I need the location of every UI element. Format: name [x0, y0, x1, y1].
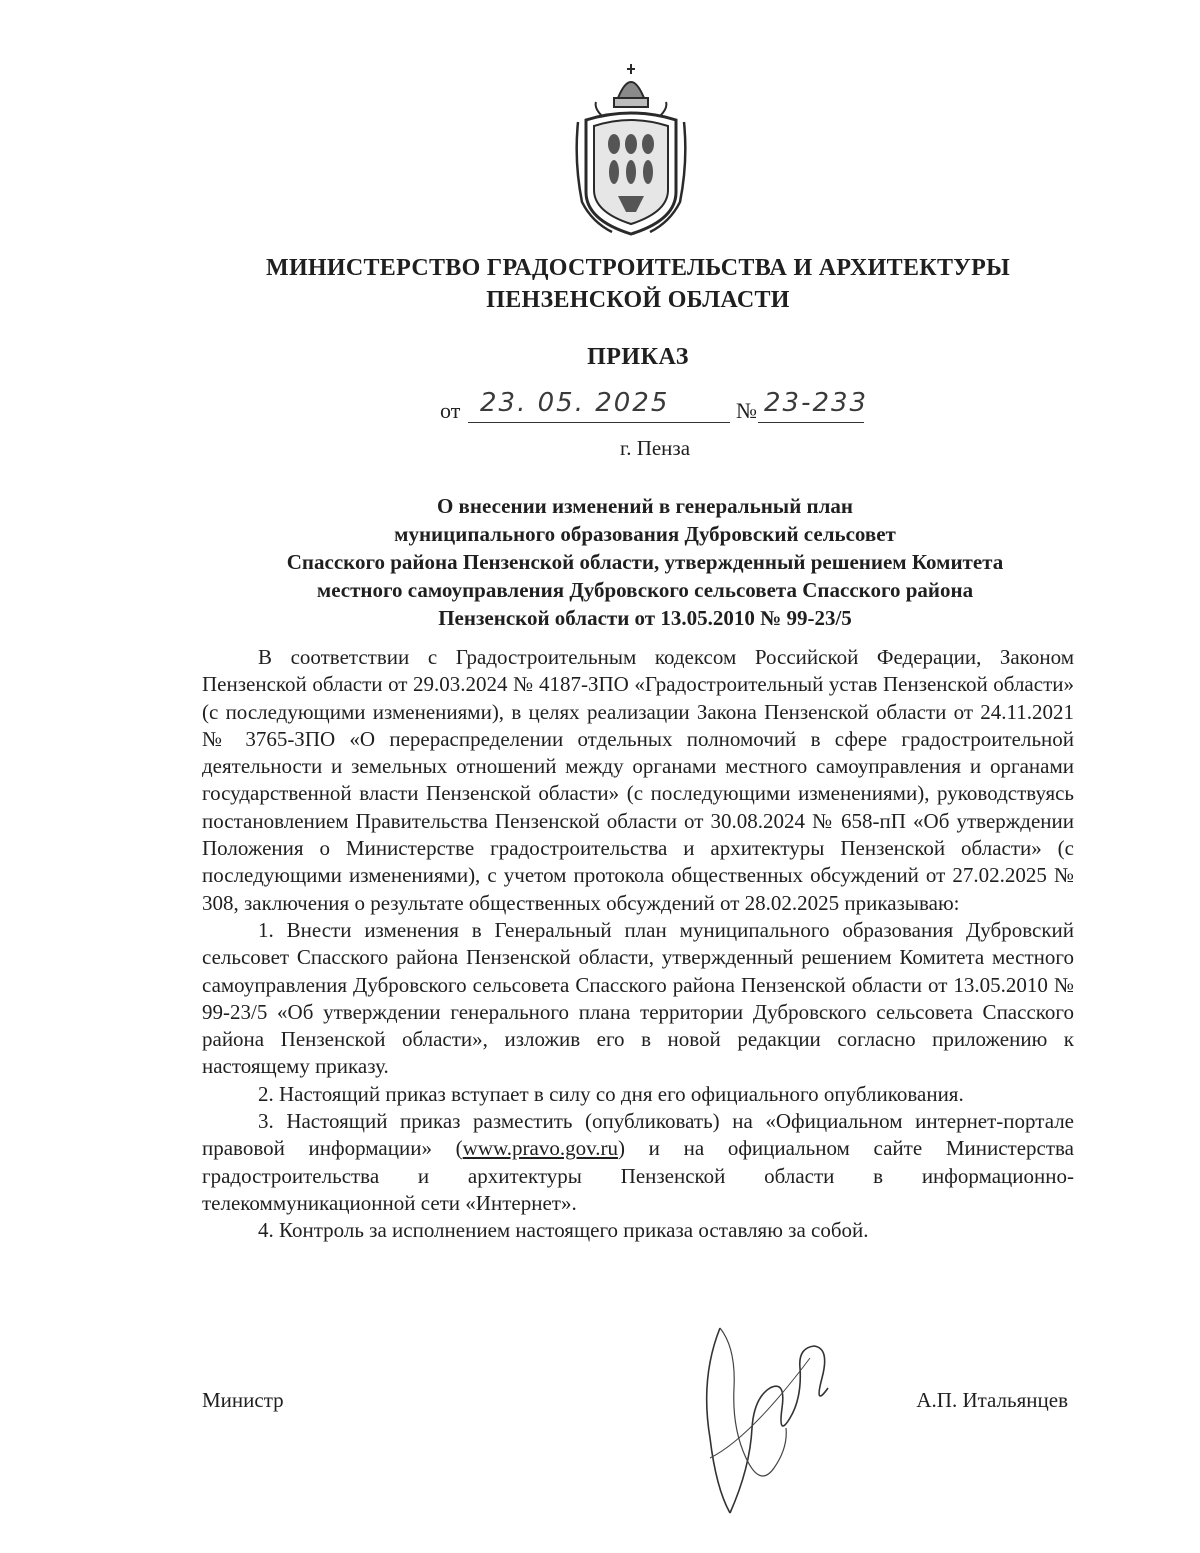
item-3-paragraph [202, 1108, 1074, 1217]
signer-position: Министр [202, 1388, 284, 1412]
date-label: от [440, 398, 461, 423]
title-line: О внесении изменений в генеральный план [436, 494, 854, 518]
ministry-name-line-2: ПЕНЗЕНСКОЙ ОБЛАСТИ [486, 287, 790, 313]
pravo-gov-link[interactable]: www.pravo.gov.ru [462, 1136, 618, 1161]
document-title [160, 492, 1130, 632]
document-body [202, 644, 1074, 1245]
handwritten-number: 23-233 [764, 388, 869, 418]
title-line: Спасского района Пензенской области, утвержденный решением Комитета [286, 550, 1004, 574]
signature-icon [690, 1318, 850, 1518]
item-3-text-start: 3. Настоящий приказ разместить (опубликовать) на «Официальном интернет-портале правовой информации» ( [202, 1109, 1074, 1161]
coat-of-arms-icon [572, 62, 690, 238]
item-4-paragraph: 4. Контроль за исполнением настоящего приказа оставляю за собой. [258, 1218, 869, 1243]
ministry-name [0, 252, 1200, 316]
title-line: Пензенской области от 13.05.2010 № 99-23/5 [438, 606, 852, 630]
number-label: № [736, 398, 757, 423]
city: г. Пенза [619, 436, 691, 460]
signer-name: А.П. Итальянцев [916, 1388, 1068, 1412]
item-1-paragraph: 1. Внести изменения в Генеральный план муниципального образования Дубровский сельсовет Спасского района Пензенской области, утвержденный решением Комитета местного самоуправления Дубровского сельсовета Спасского района Пензенской области от 13.05.2010 № 99-23/5 «Об утверждении генерального плана территории Дубровского сельсовета Спасского района Пензенской области», изложив его в новой редакции согласно приложению к настоящему приказу. [202, 917, 1074, 1079]
document-type: ПРИКАЗ [587, 344, 689, 370]
title-line: муниципального образования Дубровский сельсовет [394, 522, 896, 546]
title-line: местного самоуправления Дубровского сельсовета Спасского района [316, 578, 974, 602]
item-2-paragraph: 2. Настоящий приказ вступает в силу со дня его официального опубликования. [258, 1081, 964, 1106]
date-underline [468, 422, 730, 423]
ministry-name-line-1: МИНИСТЕРСТВО ГРАДОСТРОИТЕЛЬСТВА И АРХИТЕКТУРЫ [266, 255, 1010, 281]
item-3-text-end: ) и на официальном сайте Министерства градостроительства и архитектуры Пензенской области в информационно-телекоммуникационной сети «Интернет». [202, 1136, 1074, 1215]
preamble-paragraph: В соответствии с Градостроительным кодексом Российской Федерации, Законом Пензенской области от 29.03.2024 № 4187-ЗПО «Градостроительный устав Пензенской области» (с последующими изменениями), в целях реализации Закона Пензенской области от 24.11.2021 № 3765-ЗПО «О перераспределении отдельных полномочий в сфере градостроительной деятельности и земельных отношений между органами местного самоуправления и органами государственной власти Пензенской области» (с последующими изменениями), руководствуясь постановлением Правительства Пензенской области от 30.08.2024 № 658-пП «Об утверждении Положения о Министерстве градостроительства и архитектуры Пензенской области» (с последующими изменениями), с учетом протокола общественных обсуждений от 27.02.2025 № 308, заключения о результате общественных обсуждений от 28.02.2025 приказываю: [202, 645, 1074, 915]
handwritten-date: 23. 05. 2025 [480, 388, 670, 418]
number-underline [758, 422, 864, 423]
